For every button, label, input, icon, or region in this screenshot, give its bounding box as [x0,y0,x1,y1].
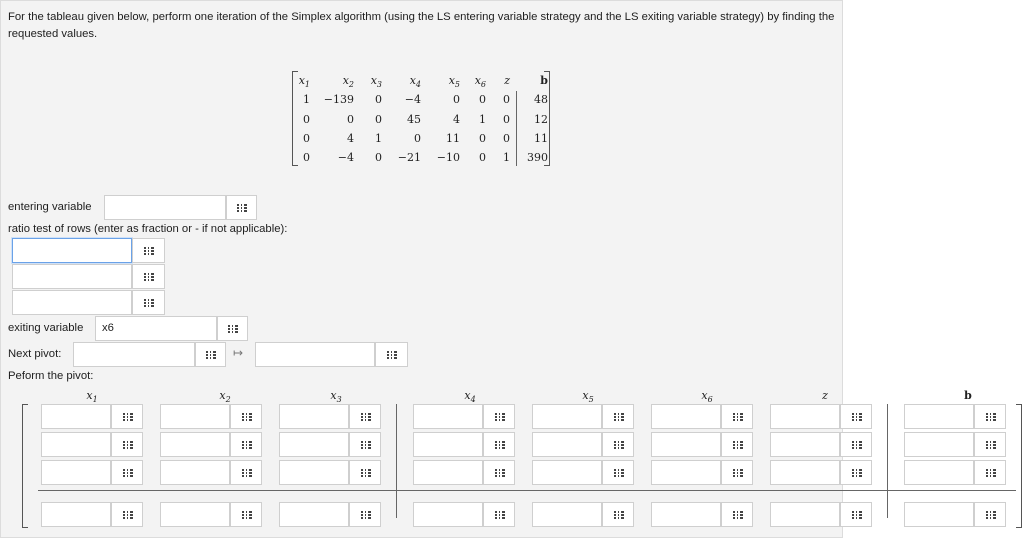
result-cell-matrix-button[interactable] [974,502,1006,527]
result-cell-input[interactable] [770,502,840,527]
tableau-cell: 0 [503,93,510,106]
tableau-cell: 0 [303,151,310,164]
result-cell-matrix-button[interactable] [349,432,381,457]
tableau-cell: 0 [453,93,460,106]
result-cell-matrix-button[interactable] [974,404,1006,429]
result-cell-matrix-button[interactable] [602,502,634,527]
result-cell-matrix-button[interactable] [111,460,143,485]
grid-icon [986,413,996,421]
result-cell-input[interactable] [413,404,483,429]
result-cell-matrix-button[interactable] [721,460,753,485]
result-cell-input[interactable] [770,460,840,485]
result-cell-input[interactable] [413,502,483,527]
tableau-header-x3: $x_3$ [370,74,382,90]
grid-icon [361,413,371,421]
result-cell-matrix-button[interactable] [111,432,143,457]
next-pivot-label: Next pivot: [8,348,62,360]
tableau-header-b: b [540,74,548,87]
result-right-bracket [1016,404,1022,528]
result-cell-matrix-button[interactable] [602,404,634,429]
result-header-z: z [822,389,828,402]
result-cell-input[interactable] [904,502,974,527]
grid-icon [123,413,133,421]
result-divider-b [887,404,888,518]
result-cell-input[interactable] [41,432,111,457]
result-cell-matrix-button[interactable] [349,460,381,485]
grid-icon [495,441,505,449]
tableau-cell: 0 [479,151,486,164]
grid-icon [361,469,371,477]
result-cell-input[interactable] [770,404,840,429]
grid-icon [733,469,743,477]
result-cell-input[interactable] [279,502,349,527]
tableau-cell: 45 [407,113,421,126]
result-cell-matrix-button[interactable] [230,432,262,457]
result-cell-input[interactable] [41,502,111,527]
grid-icon [242,469,252,477]
result-cell-matrix-button[interactable] [349,404,381,429]
grid-icon [614,511,624,519]
tableau-cell: 0 [375,151,382,164]
result-cell-input[interactable] [279,432,349,457]
tableau-cell: 0 [503,132,510,145]
result-cell-matrix-button[interactable] [974,432,1006,457]
grid-icon [986,469,996,477]
tableau-header-z: z [504,74,510,87]
grid-icon [614,413,624,421]
result-cell-input[interactable] [413,432,483,457]
grid-icon [986,441,996,449]
tableau-cell: 390 [527,151,548,164]
grid-icon [228,325,238,333]
result-cell-matrix-button[interactable] [602,432,634,457]
tableau-cell: 0 [375,113,382,126]
maps-to-arrow: ↦ [233,346,244,360]
result-cell-input[interactable] [904,460,974,485]
result-cell-input[interactable] [532,432,602,457]
grid-icon [614,469,624,477]
tableau-cell: 0 [303,132,310,145]
result-cell-input[interactable] [770,432,840,457]
grid-icon [361,511,371,519]
tableau-cell: −10 [436,151,460,164]
grid-icon [733,511,743,519]
result-cell-matrix-button[interactable] [840,432,872,457]
exiting-variable-input[interactable]: x6 [95,316,217,341]
result-cell-matrix-button[interactable] [840,502,872,527]
result-cell-input[interactable] [532,460,602,485]
grid-icon [144,273,154,281]
grid-icon [144,299,154,307]
grid-icon [852,511,862,519]
result-cell-matrix-button[interactable] [111,404,143,429]
result-cell-matrix-button[interactable] [974,460,1006,485]
tableau-header-x5: $x_5$ [448,74,460,90]
result-cell-matrix-button[interactable] [349,502,381,527]
grid-icon [852,441,862,449]
tableau-cell: −139 [323,93,354,106]
tableau-cell: 0 [479,93,486,106]
result-cell-matrix-button[interactable] [230,460,262,485]
tableau-cell: 0 [303,113,310,126]
result-left-bracket [22,404,28,528]
tableau-cell: 0 [414,132,421,145]
ratio-row-1-matrix-button[interactable] [132,238,165,263]
grid-icon [123,511,133,519]
perform-pivot-label: Peform the pivot: [8,370,94,382]
result-header-x3: $x_3$ [330,389,342,405]
tableau-cell: 0 [479,132,486,145]
result-cell-matrix-button[interactable] [721,432,753,457]
ratio-row-2-input[interactable] [12,264,132,289]
tableau-cell: −4 [404,93,421,106]
grid-icon [237,204,247,212]
grid-icon [852,413,862,421]
result-cell-matrix-button[interactable] [721,404,753,429]
ratio-row-3-input[interactable] [12,290,132,315]
result-cell-input[interactable] [41,404,111,429]
next-pivot-from-input[interactable] [73,342,195,367]
next-pivot-to-matrix-button[interactable] [375,342,408,367]
tableau-cell: 1 [375,132,382,145]
result-cell-input[interactable] [532,404,602,429]
result-cell-matrix-button[interactable] [483,432,515,457]
tableau-cell: −4 [337,151,354,164]
result-cell-matrix-button[interactable] [602,460,634,485]
result-cell-input[interactable] [160,432,230,457]
result-header-x1: $x_1$ [86,389,98,405]
ratio-test-label: ratio test of rows (enter as fraction or - if not applicable): [8,223,288,235]
question-text: For the tableau given below, perform one iteration of the Simplex algorithm (using the LS entering variable strategy and the LS exiting variable strategy) by finding the requested values. [8,11,835,40]
grid-icon [852,469,862,477]
grid-icon [733,441,743,449]
result-cell-matrix-button[interactable] [721,502,753,527]
grid-icon [206,351,216,359]
result-header-x2: $x_2$ [219,389,231,405]
grid-icon [144,247,154,255]
result-cell-input[interactable] [904,404,974,429]
entering-matrix-button[interactable] [226,195,257,220]
tableau-cell: 0 [503,113,510,126]
grid-icon [242,413,252,421]
given-tableau [292,71,550,166]
tableau-cell: −21 [397,151,421,164]
tableau-cell: 12 [534,113,548,126]
ratio-row-3-matrix-button[interactable] [132,290,165,315]
tableau-cell: 1 [503,151,510,164]
tableau-header-x1: $x_1$ [298,74,310,90]
result-cell-input[interactable] [413,460,483,485]
tableau-cell: 48 [534,93,548,106]
grid-icon [986,511,996,519]
result-cell-input[interactable] [160,460,230,485]
tableau-cell: 1 [303,93,310,106]
grid-icon [614,441,624,449]
tableau-cell: 0 [347,113,354,126]
grid-icon [242,511,252,519]
next-pivot-to-input[interactable] [255,342,375,367]
tableau-header-x2: $x_2$ [342,74,354,90]
result-cell-matrix-button[interactable] [840,404,872,429]
result-divider-x3-x4 [396,404,397,518]
result-cell-matrix-button[interactable] [230,502,262,527]
entering-variable-label: entering variable [8,201,92,213]
result-cell-input[interactable] [532,502,602,527]
grid-icon [495,511,505,519]
result-cell-input[interactable] [651,432,721,457]
entering-variable-input[interactable] [104,195,226,220]
result-objective-divider [38,490,1016,491]
result-cell-input[interactable] [279,460,349,485]
grid-icon [123,441,133,449]
result-cell-matrix-button[interactable] [483,502,515,527]
ratio-row-1-input[interactable] [12,238,132,263]
result-cell-input[interactable] [160,404,230,429]
tableau-header-x4: $x_4$ [409,74,421,90]
tableau-cell: 4 [347,132,354,145]
result-cell-input[interactable] [160,502,230,527]
grid-icon [242,441,252,449]
result-cell-matrix-button[interactable] [840,460,872,485]
grid-icon [387,351,397,359]
tableau-header-x6: $x_6$ [474,74,486,90]
result-cell-input[interactable] [651,404,721,429]
result-header-x5: $x_5$ [582,389,594,405]
ratio-row-2-matrix-button[interactable] [132,264,165,289]
tableau-cell: 1 [479,113,486,126]
grid-icon [495,469,505,477]
result-cell-matrix-button[interactable] [230,404,262,429]
result-cell-matrix-button[interactable] [111,502,143,527]
result-header-x6: $x_6$ [701,389,713,405]
result-cell-matrix-button[interactable] [483,460,515,485]
grid-icon [495,413,505,421]
tableau-cell: 4 [453,113,460,126]
result-header-x4: $x_4$ [464,389,476,405]
result-cell-input[interactable] [279,404,349,429]
tableau-cell: 0 [375,93,382,106]
exiting-variable-label: exiting variable [8,322,84,334]
result-cell-input[interactable] [651,460,721,485]
tableau-cell: 11 [534,132,548,145]
result-cell-matrix-button[interactable] [483,404,515,429]
exiting-matrix-button[interactable] [217,316,248,341]
result-cell-input[interactable] [904,432,974,457]
grid-icon [361,441,371,449]
grid-icon [123,469,133,477]
result-cell-input[interactable] [651,502,721,527]
result-header-b: b [964,389,972,402]
tableau-cell: 11 [446,132,460,145]
grid-icon [733,413,743,421]
result-cell-input[interactable] [41,460,111,485]
next-pivot-from-matrix-button[interactable] [195,342,226,367]
